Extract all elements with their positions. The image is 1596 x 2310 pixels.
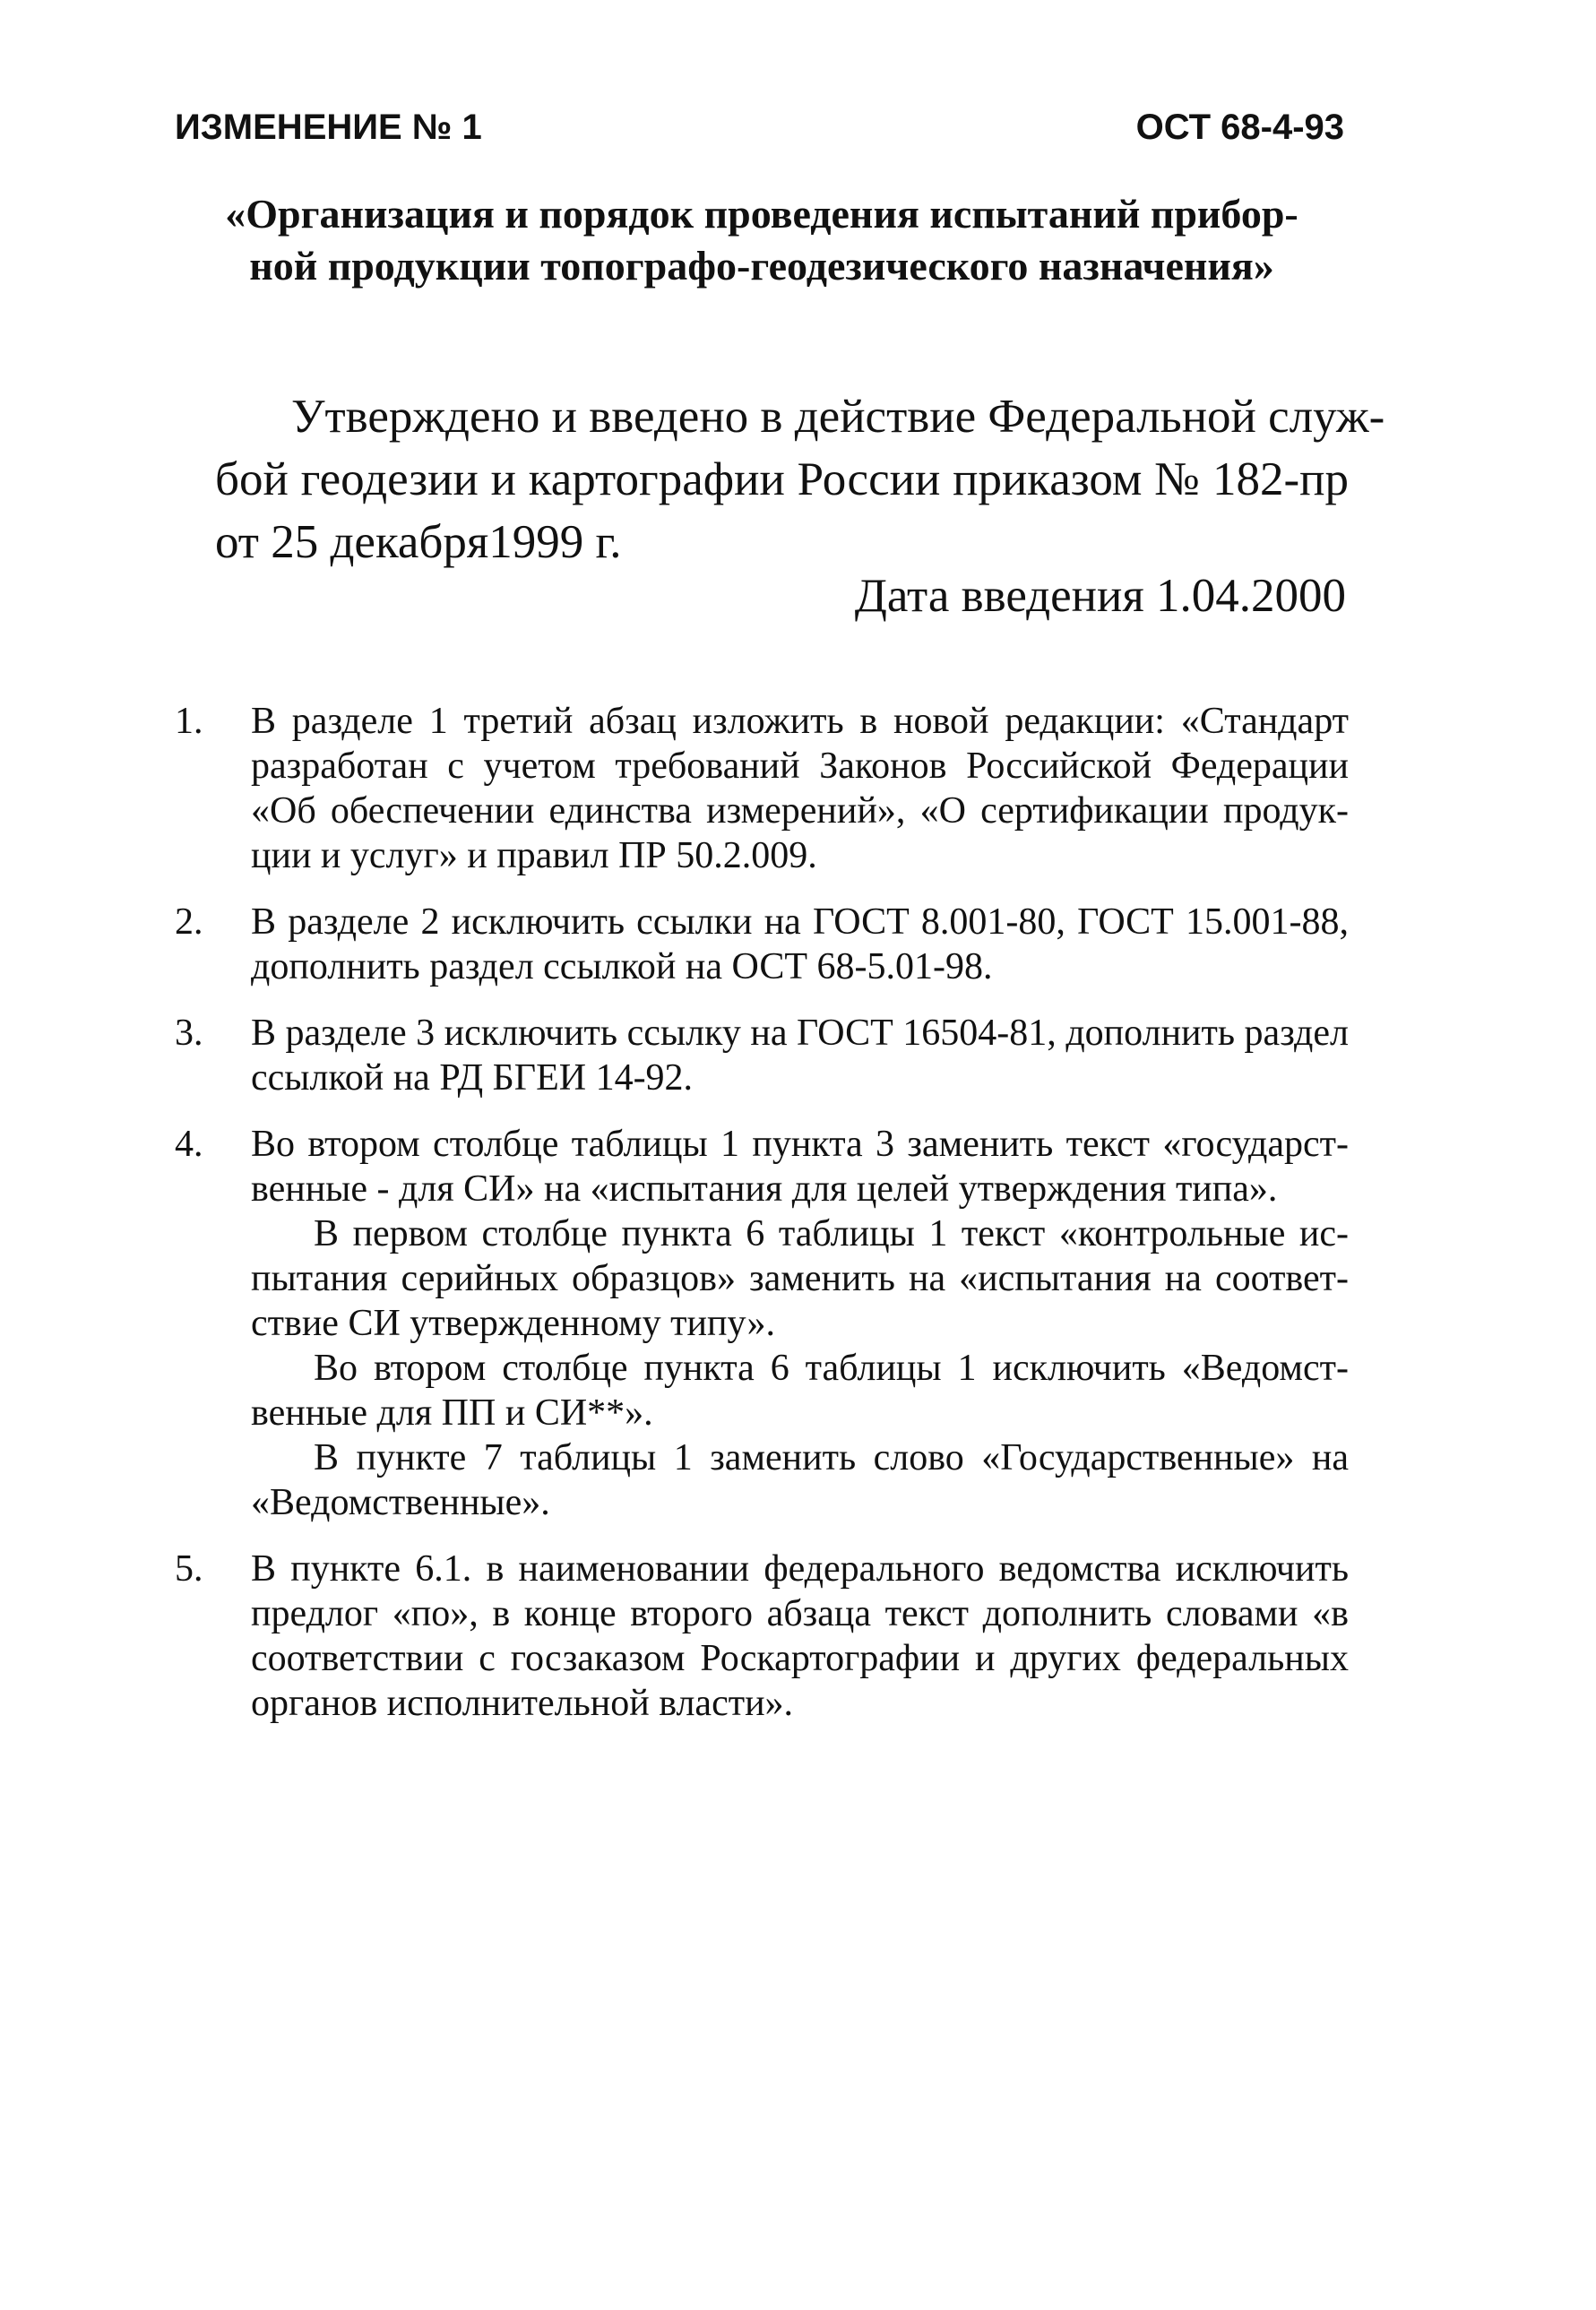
- item-line: «Об обеспечении единства измерений», «О сертификации продук-: [251, 790, 1349, 832]
- item-number: 4.: [175, 1124, 203, 1165]
- item-line: В пункте 6.1. в наименовании федерального ведомства исключить: [251, 1548, 1349, 1590]
- item-line: ссылкой на РД БГЕИ 14-92.: [251, 1057, 694, 1099]
- item-line: В пункте 7 таблицы 1 заменить слово «Государственные» на: [314, 1437, 1349, 1478]
- item-line: органов исполнительной власти».: [251, 1683, 794, 1724]
- amendment-item: [175, 900, 1349, 989]
- amendment-item: [175, 1122, 1349, 1525]
- title-line: «Организация и порядок проведения испытаний прибор-: [225, 191, 1298, 237]
- amendment-item: [175, 1011, 1349, 1100]
- item-line: предлог «по», в конце второго абзаца текст дополнить словами «в: [251, 1593, 1349, 1634]
- approval-paragraph: [215, 385, 1385, 573]
- item-line: разработан с учетом требований Законов Российской Федерации: [251, 746, 1349, 787]
- item-number: 1.: [175, 701, 203, 742]
- item-line: ции и услуг» и правил ПР 50.2.009.: [251, 835, 817, 876]
- item-line: дополнить раздел ссылкой на ОСТ 68-5.01-98.: [251, 946, 993, 987]
- item-line: В разделе 1 третий абзац изложить в новой редакции: «Стандарт: [251, 701, 1349, 742]
- item-line: пытания серийных образцов» заменить на «испытания на соответ-: [251, 1258, 1349, 1299]
- approval-line: бой геодезии и картографии России приказом № 182-пр: [215, 453, 1349, 505]
- document-title: [175, 188, 1349, 292]
- item-number: 5.: [175, 1548, 203, 1590]
- approval-line: от 25 декабря1999 г.: [215, 516, 622, 568]
- item-line: В разделе 3 исключить ссылку на ГОСТ 16504-81, дополнить раздел: [251, 1013, 1349, 1054]
- title-line: ной продукции топографо-геодезического назначения»: [249, 243, 1274, 289]
- amendment-number: ИЗМЕНЕНИЕ № 1: [175, 108, 482, 147]
- item-line: венные - для СИ» на «испытания для целей утверждения типа».: [251, 1168, 1278, 1210]
- amendment-item: [175, 699, 1349, 878]
- item-line: В разделе 2 исключить ссылки на ГОСТ 8.001-80, ГОСТ 15.001-88,: [251, 901, 1349, 943]
- amendment-item: [175, 1547, 1349, 1726]
- approval-line: Утверждено и введено в действие Федеральной служ-: [291, 391, 1385, 443]
- amendment-items-list: [175, 699, 1349, 1747]
- item-line: В первом столбце пункта 6 таблицы 1 текст «контрольные ис-: [314, 1213, 1349, 1254]
- item-line: венные для ПП и СИ**».: [251, 1392, 653, 1434]
- introduction-date: Дата введения 1.04.2000: [854, 570, 1346, 622]
- item-line: Во втором столбце таблицы 1 пункта 3 заменить текст «государст-: [251, 1124, 1349, 1165]
- item-number: 2.: [175, 901, 203, 943]
- standard-code: ОСТ 68-4-93: [1135, 108, 1344, 147]
- item-line: «Ведомственные».: [251, 1482, 550, 1523]
- item-line: Во втором столбце пункта 6 таблицы 1 исключить «Ведомст-: [314, 1348, 1349, 1389]
- document-header: [175, 108, 1344, 161]
- item-line: соответствии с госзаказом Роскартографии и других федеральных: [251, 1638, 1349, 1679]
- item-line: ствие СИ утвержденному типу».: [251, 1303, 775, 1344]
- item-number: 3.: [175, 1013, 203, 1054]
